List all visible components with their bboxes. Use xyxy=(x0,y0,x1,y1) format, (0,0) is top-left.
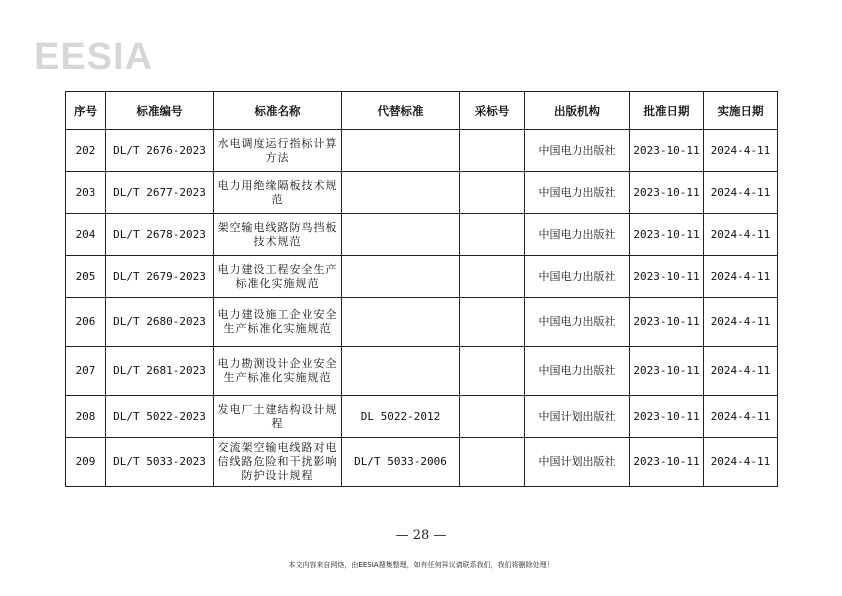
cell-serial-no: 203 xyxy=(66,172,106,214)
header-adopted-standard: 采标号 xyxy=(460,92,525,130)
cell-adopted-standard xyxy=(460,256,525,298)
cell-standard-name: 发电厂土建结构设计规程 xyxy=(214,396,342,438)
cell-serial-no: 205 xyxy=(66,256,106,298)
cell-effective-date: 2024-4-11 xyxy=(704,298,778,347)
eesia-logo: EESIA xyxy=(34,36,154,78)
cell-standard-code: DL/T 2677-2023 xyxy=(106,172,214,214)
cell-standard-name: 电力用绝缘隔板技术规范 xyxy=(214,172,342,214)
cell-standard-code: DL/T 2678-2023 xyxy=(106,214,214,256)
cell-adopted-standard xyxy=(460,130,525,172)
cell-approval-date: 2023-10-11 xyxy=(630,214,704,256)
cell-effective-date: 2024-4-11 xyxy=(704,130,778,172)
cell-publisher: 中国计划出版社 xyxy=(525,438,630,487)
cell-replaced-standard xyxy=(342,347,460,396)
table-row xyxy=(66,172,778,214)
cell-replaced-standard: DL/T 5033-2006 xyxy=(342,438,460,487)
cell-adopted-standard xyxy=(460,214,525,256)
cell-standard-code: DL/T 2679-2023 xyxy=(106,256,214,298)
cell-approval-date: 2023-10-11 xyxy=(630,256,704,298)
table-row xyxy=(66,298,778,347)
cell-standard-code: DL/T 5022-2023 xyxy=(106,396,214,438)
cell-publisher: 中国电力出版社 xyxy=(525,214,630,256)
cell-approval-date: 2023-10-11 xyxy=(630,172,704,214)
cell-effective-date: 2024-4-11 xyxy=(704,438,778,487)
cell-replaced-standard xyxy=(342,256,460,298)
standards-table xyxy=(65,91,778,487)
cell-publisher: 中国电力出版社 xyxy=(525,256,630,298)
cell-adopted-standard xyxy=(460,396,525,438)
table-row xyxy=(66,347,778,396)
cell-publisher: 中国计划出版社 xyxy=(525,396,630,438)
cell-effective-date: 2024-4-11 xyxy=(704,214,778,256)
cell-serial-no: 208 xyxy=(66,396,106,438)
table-row xyxy=(66,396,778,438)
table-row xyxy=(66,130,778,172)
header-standard-code: 标准编号 xyxy=(106,92,214,130)
cell-replaced-standard xyxy=(342,130,460,172)
cell-standard-code: DL/T 5033-2023 xyxy=(106,438,214,487)
header-serial-no: 序号 xyxy=(66,92,106,130)
cell-standard-name: 水电调度运行指标计算方法 xyxy=(214,130,342,172)
cell-adopted-standard xyxy=(460,438,525,487)
page-number: — 28 — xyxy=(395,528,447,543)
cell-standard-code: DL/T 2676-2023 xyxy=(106,130,214,172)
header-effective-date: 实施日期 xyxy=(704,92,778,130)
cell-standard-name: 交流架空输电线路对电信线路危险和干扰影响防护设计规程 xyxy=(214,438,342,487)
cell-replaced-standard xyxy=(342,298,460,347)
cell-replaced-standard xyxy=(342,172,460,214)
header-standard-name: 标准名称 xyxy=(214,92,342,130)
table-header-row xyxy=(66,92,778,130)
cell-effective-date: 2024-4-11 xyxy=(704,172,778,214)
cell-effective-date: 2024-4-11 xyxy=(704,347,778,396)
cell-serial-no: 209 xyxy=(66,438,106,487)
table-row xyxy=(66,214,778,256)
cell-serial-no: 202 xyxy=(66,130,106,172)
cell-publisher: 中国电力出版社 xyxy=(525,172,630,214)
cell-standard-name: 电力建设工程安全生产标准化实施规范 xyxy=(214,256,342,298)
cell-adopted-standard xyxy=(460,172,525,214)
cell-effective-date: 2024-4-11 xyxy=(704,256,778,298)
cell-serial-no: 206 xyxy=(66,298,106,347)
header-publisher: 出版机构 xyxy=(525,92,630,130)
cell-approval-date: 2023-10-11 xyxy=(630,438,704,487)
cell-approval-date: 2023-10-11 xyxy=(630,347,704,396)
cell-standard-code: DL/T 2681-2023 xyxy=(106,347,214,396)
cell-serial-no: 207 xyxy=(66,347,106,396)
cell-publisher: 中国电力出版社 xyxy=(525,347,630,396)
cell-replaced-standard xyxy=(342,214,460,256)
cell-standard-name: 电力建设施工企业安全生产标准化实施规范 xyxy=(214,298,342,347)
cell-serial-no: 204 xyxy=(66,214,106,256)
header-approval-date: 批准日期 xyxy=(630,92,704,130)
cell-adopted-standard xyxy=(460,298,525,347)
cell-replaced-standard: DL 5022-2012 xyxy=(342,396,460,438)
header-replaced-standard: 代替标准 xyxy=(342,92,460,130)
cell-effective-date: 2024-4-11 xyxy=(704,396,778,438)
cell-publisher: 中国电力出版社 xyxy=(525,130,630,172)
cell-approval-date: 2023-10-11 xyxy=(630,130,704,172)
cell-approval-date: 2023-10-11 xyxy=(630,298,704,347)
cell-standard-name: 电力勘测设计企业安全生产标准化实施规范 xyxy=(214,347,342,396)
cell-adopted-standard xyxy=(460,347,525,396)
cell-approval-date: 2023-10-11 xyxy=(630,396,704,438)
table-row xyxy=(66,438,778,487)
table-row xyxy=(66,256,778,298)
cell-standard-name: 架空输电线路防鸟挡板技术规范 xyxy=(214,214,342,256)
footer-disclaimer: 本文内容来自网络，由EESIA搜集整理，如有任何异议请联系我们，我们将删除处理！ xyxy=(288,561,554,569)
cell-publisher: 中国电力出版社 xyxy=(525,298,630,347)
cell-standard-code: DL/T 2680-2023 xyxy=(106,298,214,347)
